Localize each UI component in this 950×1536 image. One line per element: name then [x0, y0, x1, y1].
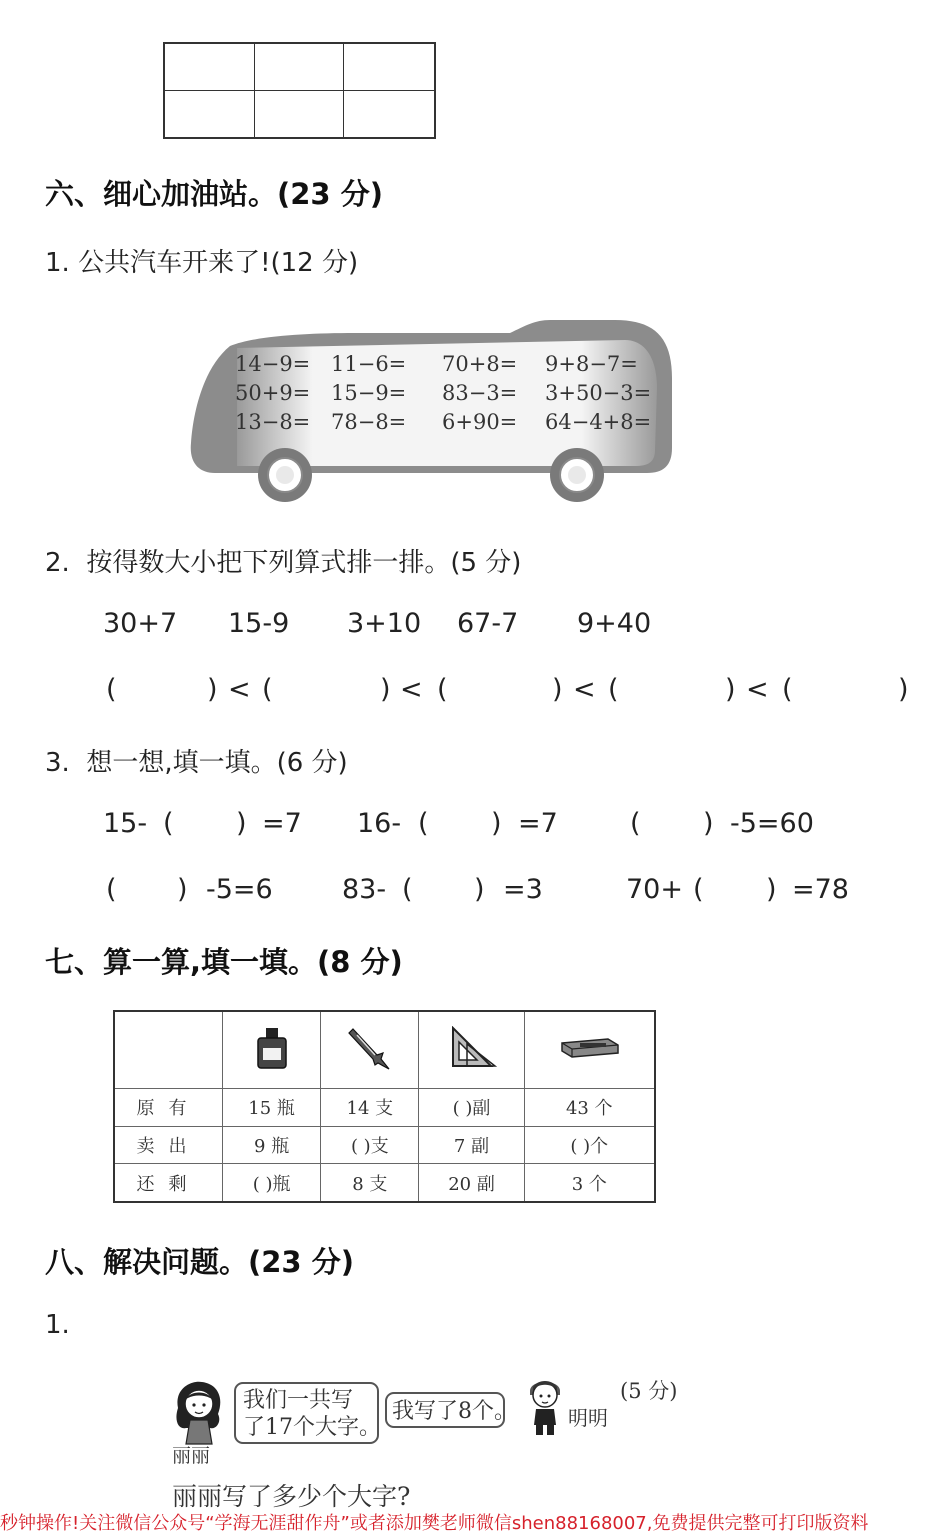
q3-suffix: -5=60	[730, 808, 814, 839]
q3-suffix: =3	[503, 874, 543, 905]
table-cell: 3 个	[524, 1164, 655, 1202]
footer-notice: 秒钟操作!关注微信公众号“学海无涯甜作舟”或者添加樊老师微信shen88168007,免费提供完整可打印版资料	[0, 1513, 869, 1534]
girl-avatar	[170, 1378, 228, 1446]
table-cell: 9 瓶	[223, 1126, 321, 1164]
bus-expr: 11−6=	[331, 352, 407, 376]
q3-suffix: -5=6	[206, 874, 273, 905]
empty-header-cell	[114, 1011, 223, 1089]
bus-expr: 70+8=	[442, 352, 518, 376]
problem-question: 丽丽写了多少个大字?	[172, 1482, 411, 1511]
set-square-icon	[447, 1026, 497, 1070]
grid-cell	[344, 44, 434, 91]
q2-expression: 15-9	[228, 608, 290, 639]
boy-speech-text: 我写了8个。	[392, 1399, 516, 1424]
close-paren: )	[236, 808, 247, 839]
icon-cell	[223, 1011, 321, 1089]
table-cell: 14 支	[321, 1089, 419, 1127]
open-paren: (	[693, 874, 704, 905]
grid-cell	[165, 44, 255, 91]
boy-speech-bubble	[385, 1392, 516, 1428]
problem-points: (5 分)	[620, 1379, 678, 1403]
open-paren: (	[418, 808, 429, 839]
table-cell: ( )副	[419, 1089, 524, 1127]
open-paren: (	[106, 674, 117, 705]
bus-expr: 6+90=	[442, 410, 518, 434]
bus-expr: 13−8=	[235, 410, 311, 434]
table-header-row	[114, 1011, 655, 1089]
row-label: 还剩	[114, 1164, 223, 1202]
open-paren: (	[782, 674, 793, 705]
q3-suffix: =7	[518, 808, 558, 839]
q2-expression: 67-7	[457, 608, 519, 639]
less-than-sign: <	[573, 674, 596, 705]
problem-number: 1.	[45, 1310, 70, 1340]
q3-title: 3. 想一想,填一填。(6 分)	[45, 748, 348, 778]
table-cell: 7 副	[419, 1126, 524, 1164]
q3-suffix: =78	[792, 874, 849, 905]
table-cell: 20 副	[419, 1164, 524, 1202]
close-paren: )	[380, 674, 391, 705]
table-cell: 8 支	[321, 1164, 419, 1202]
grid-cell	[255, 44, 345, 91]
boy-avatar	[524, 1375, 566, 1437]
close-paren: )	[207, 674, 218, 705]
table-cell: 15 瓶	[223, 1089, 321, 1127]
q3-prefix: 70+	[626, 874, 683, 905]
grid-cell	[344, 91, 434, 138]
section-6-title: 六、细心加油站。(23 分)	[45, 177, 383, 211]
bus-expr: 64−4+8=	[545, 410, 652, 434]
fountain-pen-icon	[347, 1025, 393, 1071]
q3-prefix: 16-	[357, 808, 402, 839]
q2-expression: 3+10	[347, 608, 422, 639]
bus-expr: 78−8=	[331, 410, 407, 434]
q2-expression: 30+7	[103, 608, 178, 639]
icon-cell	[419, 1011, 524, 1089]
open-paren: (	[402, 874, 413, 905]
eraser-icon	[558, 1035, 620, 1061]
close-paren: )	[898, 674, 909, 705]
open-paren: (	[262, 674, 273, 705]
open-paren: (	[437, 674, 448, 705]
grid-cell	[165, 91, 255, 138]
girl-name: 丽丽	[172, 1445, 211, 1467]
less-than-sign: <	[228, 674, 251, 705]
q3-prefix: 15-	[103, 808, 148, 839]
row-label: 卖出	[114, 1126, 223, 1164]
less-than-sign: <	[746, 674, 769, 705]
grid-cell	[255, 91, 345, 138]
boy-name: 明明	[568, 1406, 608, 1430]
bus-expr: 3+50−3=	[545, 381, 652, 405]
table-cell: ( )瓶	[223, 1164, 321, 1202]
table-cell: ( )支	[321, 1126, 419, 1164]
table-row	[114, 1164, 655, 1202]
q2-expression: 9+40	[577, 608, 652, 639]
q2-title: 2. 按得数大小把下列算式排一排。(5 分)	[45, 548, 522, 578]
girl-speech-line: 我们一共写	[243, 1388, 354, 1413]
ink-bottle-icon	[255, 1026, 289, 1070]
icon-cell	[524, 1011, 655, 1089]
bus-expr: 9+8−7=	[545, 352, 638, 376]
table-cell: 43 个	[524, 1089, 655, 1127]
girl-icon	[170, 1378, 228, 1446]
close-paren: )	[766, 874, 777, 905]
bus-expr: 15−9=	[331, 381, 407, 405]
icon-cell	[321, 1011, 419, 1089]
close-paren: )	[491, 808, 502, 839]
stock-table	[113, 1010, 656, 1203]
boy-icon	[524, 1375, 566, 1437]
bus-expr: 50+9=	[235, 381, 311, 405]
open-paren: (	[630, 808, 641, 839]
q1-title: 1. 公共汽车开来了!(12 分)	[45, 248, 359, 278]
bus-expr: 83−3=	[442, 381, 518, 405]
section-8-title: 八、解决问题。(23 分)	[45, 1245, 354, 1279]
close-paren: )	[552, 674, 563, 705]
open-paren: (	[608, 674, 619, 705]
section-7-title: 七、算一算,填一填。(8 分)	[45, 945, 403, 979]
table-cell: ( )个	[524, 1126, 655, 1164]
bus-expr: 14−9=	[235, 352, 311, 376]
open-paren: (	[163, 808, 174, 839]
q3-suffix: =7	[262, 808, 302, 839]
table-row	[114, 1089, 655, 1127]
close-paren: )	[725, 674, 736, 705]
q3-prefix: 83-	[342, 874, 387, 905]
row-label: 原有	[114, 1089, 223, 1127]
girl-speech-line: 了17个大字。	[243, 1415, 381, 1440]
open-paren: (	[106, 874, 117, 905]
close-paren: )	[177, 874, 188, 905]
less-than-sign: <	[400, 674, 423, 705]
table-row	[114, 1126, 655, 1164]
close-paren: )	[474, 874, 485, 905]
girl-speech-bubble	[234, 1382, 379, 1444]
writing-grid	[163, 42, 436, 139]
close-paren: )	[703, 808, 714, 839]
